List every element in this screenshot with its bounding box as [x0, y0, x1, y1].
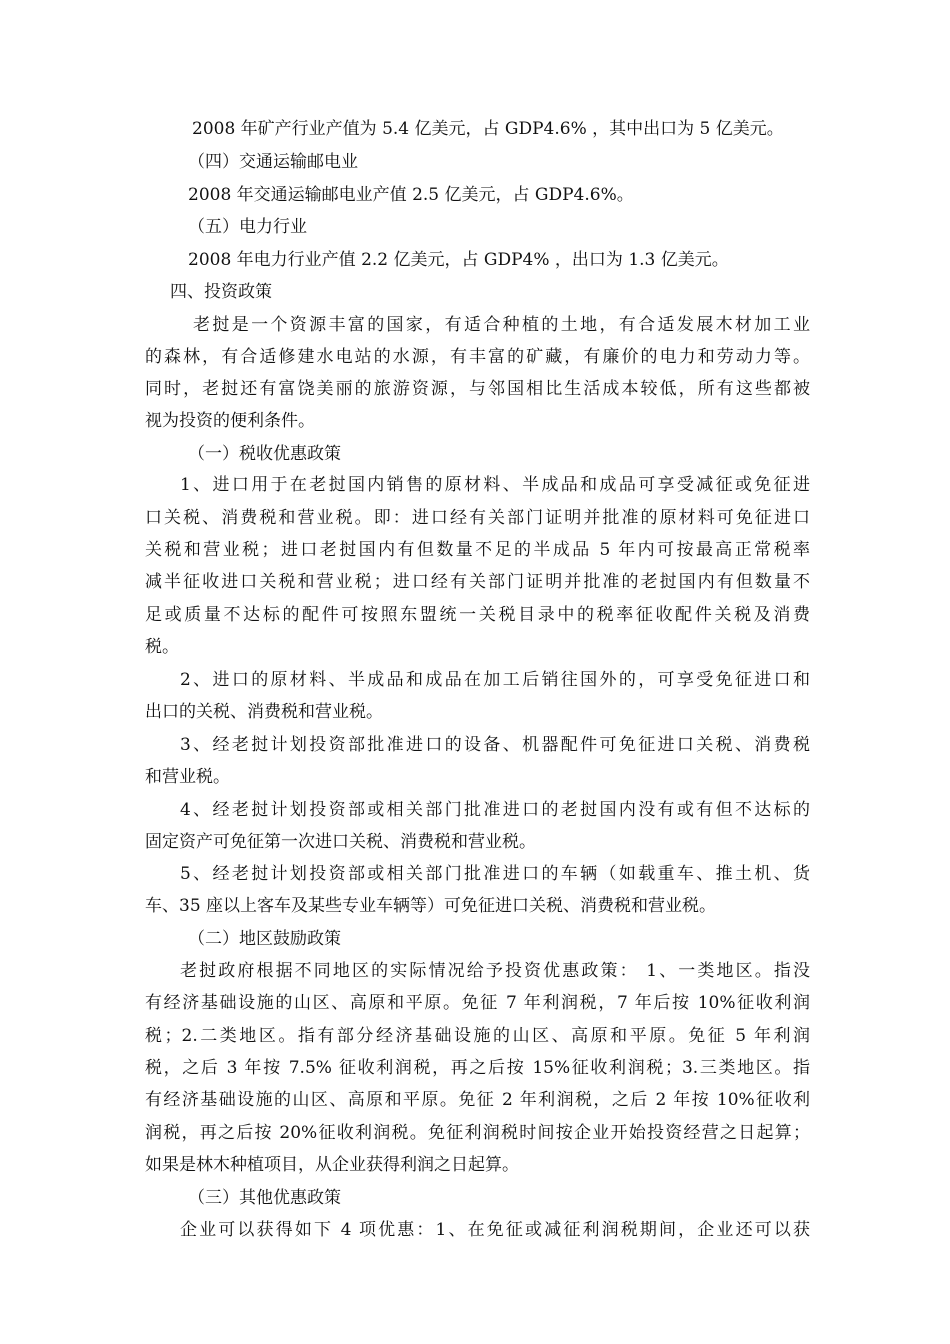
transport-paragraph: 2008 年交通运输邮电业产值 2.5 亿美元，占 GDP4.6%。 — [188, 185, 634, 205]
other-line: 企业可以获得如下 4 项优惠：1、在免征或减征利润税期间，企业还可以获 — [180, 1220, 810, 1240]
mining-paragraph: 2008 年矿产行业产值为 5.4 亿美元，占 GDP4.6% ，其中出口为 5 亿美元。 — [192, 119, 784, 139]
tax4-line: 固定资产可免征第一次进口关税、消费税和营业税。 — [145, 832, 536, 852]
tax1-line: 税。 — [145, 637, 179, 657]
region-line: 税；2.二类地区。指有部分经济基础设施的山区、高原和平原。免征 5 年利润 — [145, 1026, 810, 1046]
tax1-line: 减半征收进口关税和营业税；进口经有关部门证明并批准的老挝国内有但数量不 — [145, 572, 810, 592]
region-line: 有经济基础设施的山区、高原和平原。免征 2 年利润税，之后 2 年按 10%征收利 — [145, 1090, 810, 1110]
heading-tax-policy: （一）税收优惠政策 — [188, 444, 341, 464]
region-line: 税，之后 3 年按 7.5% 征收利润税，再之后按 15%征收利润税；3.三类地区。指 — [145, 1058, 810, 1078]
tax1-line: 1、进口用于在老挝国内销售的原材料、半成品和成品可享受减征或免征进 — [180, 475, 810, 495]
heading-transport: （四）交通运输邮电业 — [188, 152, 358, 172]
region-line: 有经济基础设施的山区、高原和平原。免征 7 年利润税，7 年后按 10%征收利润 — [145, 993, 810, 1013]
region-line: 如果是林木种植项目，从企业获得利润之日起算。 — [145, 1155, 519, 1175]
tax3-line: 3、经老挝计划投资部批准进口的设备、机器配件可免征进口关税、消费税 — [180, 735, 810, 755]
heading-other-policy: （三）其他优惠政策 — [188, 1188, 341, 1208]
tax3-line: 和营业税。 — [145, 767, 230, 787]
region-line: 老挝政府根据不同地区的实际情况给予投资优惠政策： 1、一类地区。指没 — [180, 961, 810, 981]
power-paragraph: 2008 年电力行业产值 2.2 亿美元，占 GDP4% ，出口为 1.3 亿美元。 — [188, 250, 729, 270]
region-line: 润税，再之后按 20%征收利润税。免征利润税时间按企业开始投资经营之日起算； — [145, 1123, 810, 1143]
invest-paragraph-line: 的森林，有合适修建水电站的水源，有丰富的矿藏，有廉价的电力和劳动力等。 — [145, 347, 810, 367]
invest-paragraph-line: 视为投资的便利条件。 — [145, 411, 315, 431]
tax1-line: 足或质量不达标的配件可按照东盟统一关税目录中的税率征收配件关税及消费 — [145, 605, 810, 625]
heading-invest-policy: 四、投资政策 — [170, 282, 272, 302]
tax5-line: 5、经老挝计划投资部或相关部门批准进口的车辆（如载重车、推土机、货 — [180, 864, 810, 884]
invest-paragraph-line: 老挝是一个资源丰富的国家，有适合种植的土地，有合适发展木材加工业 — [193, 315, 810, 335]
invest-paragraph-line: 同时，老挝还有富饶美丽的旅游资源，与邻国相比生活成本较低，所有这些都被 — [145, 379, 810, 399]
tax4-line: 4、经老挝计划投资部或相关部门批准进口的老挝国内没有或有但不达标的 — [180, 800, 810, 820]
heading-region-policy: （二）地区鼓励政策 — [188, 929, 341, 949]
heading-power: （五）电力行业 — [188, 217, 307, 237]
tax1-line: 关税和营业税；进口老挝国内有但数量不足的半成品 5 年内可按最高正常税率 — [145, 540, 810, 560]
tax2-line: 出口的关税、消费税和营业税。 — [145, 702, 383, 722]
tax2-line: 2、进口的原材料、半成品和成品在加工后销往国外的，可享受免征进口和 — [180, 670, 810, 690]
tax1-line: 口关税、消费税和营业税。即：进口经有关部门证明并批准的原材料可免征进口 — [145, 508, 810, 528]
tax5-line: 车、35 座以上客车及某些专业车辆等）可免征进口关税、消费税和营业税。 — [145, 896, 717, 916]
